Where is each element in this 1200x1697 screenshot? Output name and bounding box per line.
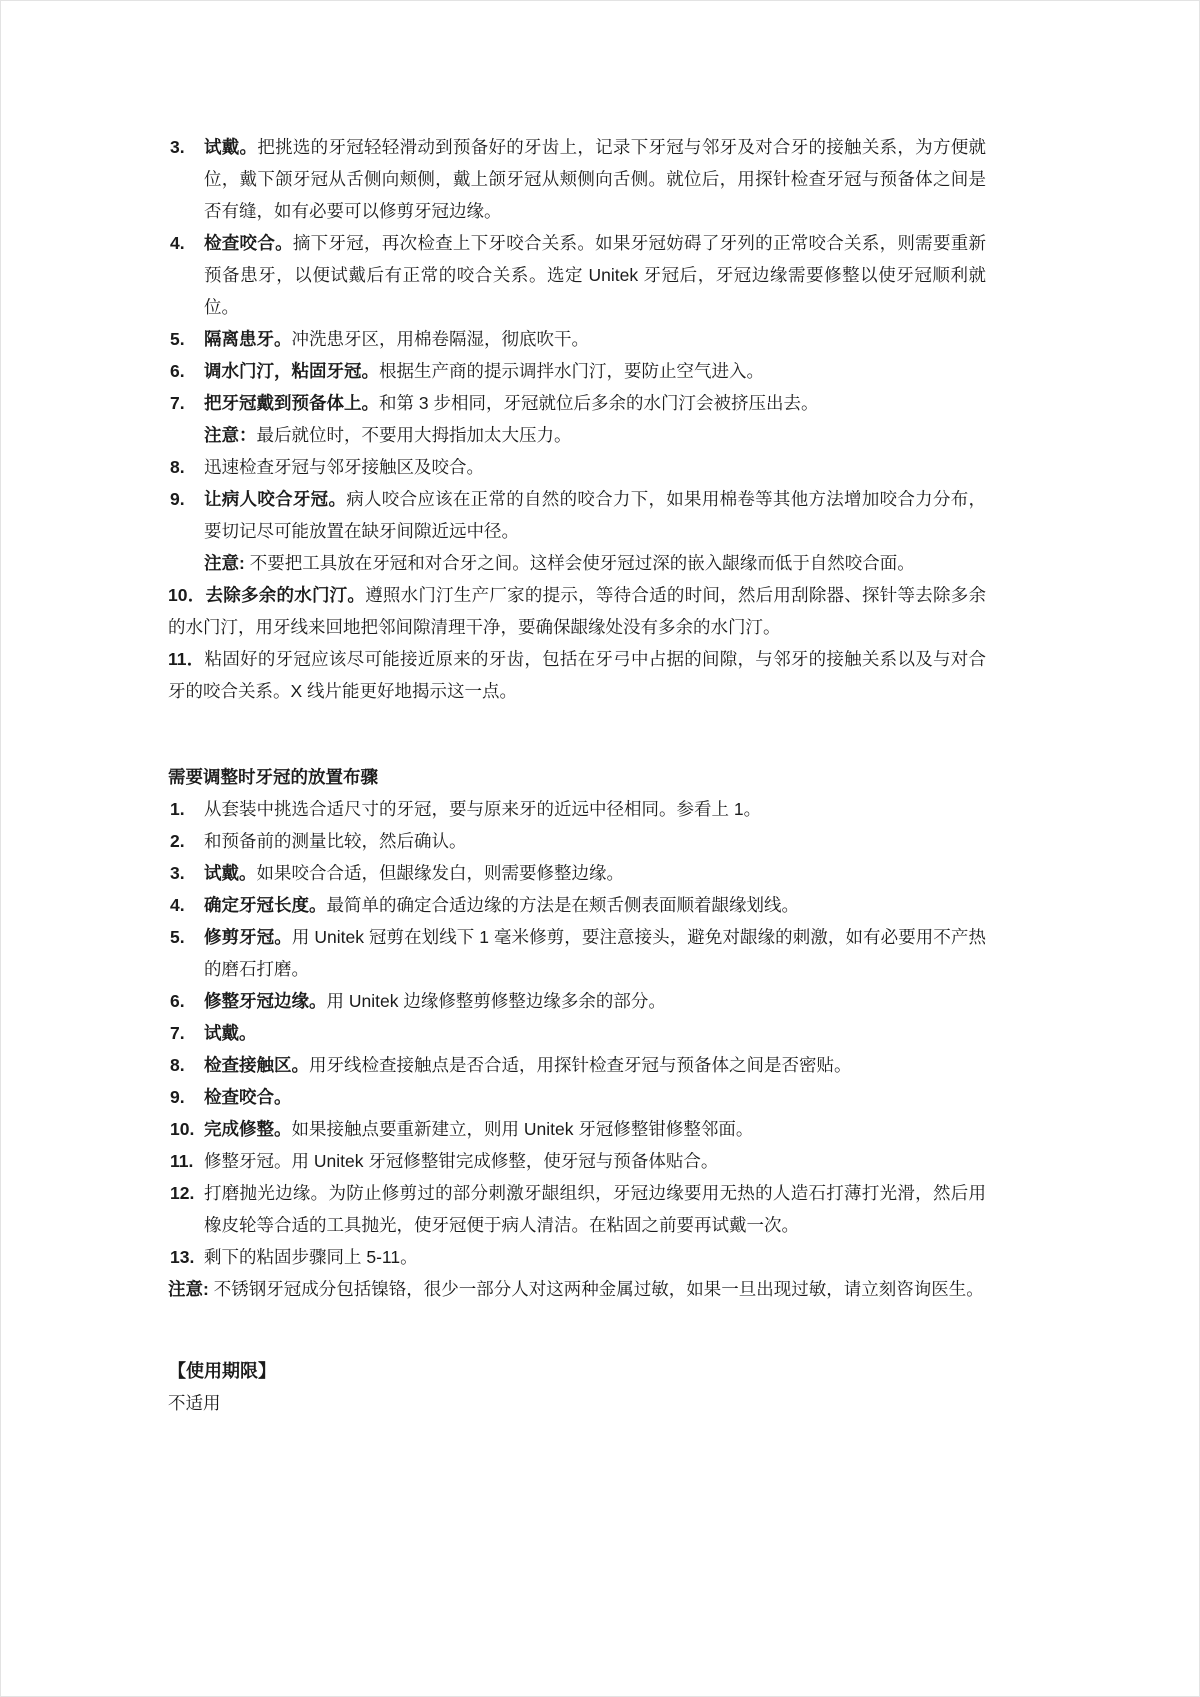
item-text: 和第 3 步相同，牙冠就位后多余的水门汀会被挤压出去。 xyxy=(379,393,819,413)
item-lead: 试戴。 xyxy=(204,863,257,883)
item-number: 3. xyxy=(170,137,185,157)
item-number: 12. xyxy=(170,1183,195,1203)
list-item xyxy=(168,483,986,547)
list-item xyxy=(168,793,986,825)
item-text: 修整牙冠。用 Unitek 牙冠修整钳完成修整，使牙冠与预备体贴合。 xyxy=(204,1151,719,1171)
item-text: 迅速检查牙冠与邻牙接触区及咬合。 xyxy=(204,457,484,477)
item-lead: 检查咬合。 xyxy=(204,1087,292,1107)
item-lead: 试戴。 xyxy=(204,1023,257,1043)
item-number: 9. xyxy=(170,489,185,509)
item-number: 1. xyxy=(170,799,185,819)
note-text: 不锈钢牙冠成分包括镍铬，很少一部分人对这两种金属过敏，如果一旦出现过敏，请立刻咨询医生。 xyxy=(213,1279,984,1299)
item-lead: 完成修整。 xyxy=(204,1119,292,1139)
document-body xyxy=(168,131,986,1419)
list-item xyxy=(168,921,986,985)
item-lead: 去除多余的水门汀。 xyxy=(205,585,366,605)
item-text: 打磨抛光边缘。为防止修剪过的部分刺激牙龈组织，牙冠边缘要用无热的人造石打薄打光滑，然后用橡皮轮等合适的工具抛光，使牙冠便于病人清洁。在粘固之前要再试戴一次。 xyxy=(204,1183,986,1235)
item-number: 9. xyxy=(170,1087,185,1107)
item-text: 用牙线检查接触点是否合适，用探针检查牙冠与预备体之间是否密贴。 xyxy=(309,1055,852,1075)
list-item xyxy=(168,227,986,323)
item-text: 冲洗患牙区，用棉卷隔湿，彻底吹干。 xyxy=(291,329,589,349)
list-item xyxy=(168,1049,986,1081)
item-lead: 调水门汀，粘固牙冠。 xyxy=(204,361,379,381)
note xyxy=(168,547,986,579)
item-number: 13. xyxy=(170,1247,195,1267)
item-number: 10. xyxy=(170,1119,195,1139)
item-number: 4. xyxy=(170,895,185,915)
list-item xyxy=(168,889,986,921)
usage-period-section xyxy=(168,1355,986,1419)
item-number: 7. xyxy=(170,393,185,413)
item-text: 剩下的粘固步骤同上 5-11。 xyxy=(204,1247,418,1267)
list-item xyxy=(168,355,986,387)
item-text: 用 Unitek 边缘修整剪修整边缘多余的部分。 xyxy=(326,991,666,1011)
list-item xyxy=(168,387,986,451)
item-number: 4. xyxy=(170,233,185,253)
section-heading: 需要调整时牙冠的放置布骤 xyxy=(168,767,378,787)
note-label: 注意： xyxy=(204,425,257,445)
list-item xyxy=(168,1081,986,1113)
item-text: 从套装中挑选合适尺寸的牙冠，要与原来牙的近远中径相同。参看上 1。 xyxy=(204,799,762,819)
section-heading: 【使用期限】 xyxy=(168,1361,276,1381)
adjustment-steps-section xyxy=(168,761,986,1305)
item-text: 最简单的确定合适边缘的方法是在颊舌侧表面顺着龈缘划线。 xyxy=(326,895,799,915)
item-number: 2. xyxy=(170,831,185,851)
item-text: 用 Unitek 冠剪在划线下 1 毫米修剪，要注意接头，避免对龈缘的刺激，如有必要用不产热的磨石打磨。 xyxy=(204,927,986,979)
item-number: 10． xyxy=(168,585,206,605)
list-item xyxy=(168,825,986,857)
item-lead: 修整牙冠边缘。 xyxy=(204,991,327,1011)
list-item xyxy=(168,323,986,355)
note-text: 不要把工具放在牙冠和对合牙之间。这样会使牙冠过深的嵌入龈缘而低于自然咬合面。 xyxy=(249,553,915,573)
note-text: 最后就位时，不要用大拇指加太大压力。 xyxy=(256,425,572,445)
item-lead: 检查接触区。 xyxy=(204,1055,309,1075)
item-text: 遵照水门汀生产厂家的提示，等待合适的时间，然后用刮除器、探针等去除多余的水门汀，用牙线来回地把邻间隙清理干净，要确保龈缘处没有多余的水门汀。 xyxy=(168,585,987,637)
section-body: 不适用 xyxy=(168,1393,221,1413)
list-item xyxy=(168,1017,986,1049)
item-lead: 修剪牙冠。 xyxy=(204,927,292,947)
item-number: 6. xyxy=(170,361,185,381)
list-item xyxy=(168,131,986,227)
item-text: 粘固好的牙冠应该尽可能接近原来的牙齿，包括在牙弓中占据的间隙，与邻牙的接触关系以及与对合牙的咬合关系。X 线片能更好地揭示这一点。 xyxy=(168,649,987,701)
item-number: 11． xyxy=(168,649,205,669)
item-text: 根据生产商的提示调拌水门汀，要防止空气进入。 xyxy=(379,361,764,381)
item-number: 7. xyxy=(170,1023,185,1043)
note-label: 注意: xyxy=(204,553,245,573)
item-number: 8. xyxy=(170,457,185,477)
note-label: 注意: xyxy=(168,1279,209,1299)
item-text: 病人咬合应该在正常的自然的咬合力下，如果用棉卷等其他方法增加咬合力分布，要切记尽可能放置在缺牙间隙近远中径。 xyxy=(204,489,986,541)
item-text: 和预备前的测量比较，然后确认。 xyxy=(204,831,467,851)
list-item xyxy=(168,857,986,889)
list-item xyxy=(168,451,986,483)
item-number: 6. xyxy=(170,991,185,1011)
item-lead: 让病人咬合牙冠。 xyxy=(204,489,347,509)
item-lead: 检查咬合。 xyxy=(204,233,293,253)
item-lead: 确定牙冠长度。 xyxy=(204,895,327,915)
item-number: 8. xyxy=(170,1055,185,1075)
list-item xyxy=(168,1177,986,1241)
list-item xyxy=(168,1241,986,1273)
list-item xyxy=(168,985,986,1017)
item-number: 3. xyxy=(170,863,185,883)
allergy-note xyxy=(168,1273,986,1305)
paragraph-item xyxy=(168,579,986,643)
paragraph-item xyxy=(168,643,986,707)
list-item xyxy=(168,1145,986,1177)
procedure-list-1 xyxy=(168,131,986,707)
note xyxy=(204,419,986,451)
item-number: 11. xyxy=(170,1151,194,1171)
item-text: 摘下牙冠，再次检查上下牙咬合关系。如果牙冠妨碍了牙列的正常咬合关系，则需要重新预备患牙，以便试戴后有正常的咬合关系。选定 Unitek 牙冠后，牙冠边缘需要修整以使牙冠顺利就位。 xyxy=(204,233,987,317)
list-item xyxy=(168,1113,986,1145)
item-text: 如果咬合合适，但龈缘发白，则需要修整边缘。 xyxy=(256,863,624,883)
item-lead: 隔离患牙。 xyxy=(204,329,292,349)
item-lead: 试戴。 xyxy=(204,137,258,157)
item-number: 5. xyxy=(170,927,185,947)
item-lead: 把牙冠戴到预备体上。 xyxy=(204,393,379,413)
item-text: 把挑选的牙冠轻轻滑动到预备好的牙齿上，记录下牙冠与邻牙及对合牙的接触关系，为方便就位，戴下颌牙冠从舌侧向颊侧，戴上颌牙冠从颊侧向舌侧。就位后，用探针检查牙冠与预备体之间是否有缝，如有必要可以修剪牙冠边缘。 xyxy=(204,137,987,221)
item-text: 如果接触点要重新建立，则用 Unitek 牙冠修整钳修整邻面。 xyxy=(291,1119,754,1139)
item-number: 5. xyxy=(170,329,185,349)
